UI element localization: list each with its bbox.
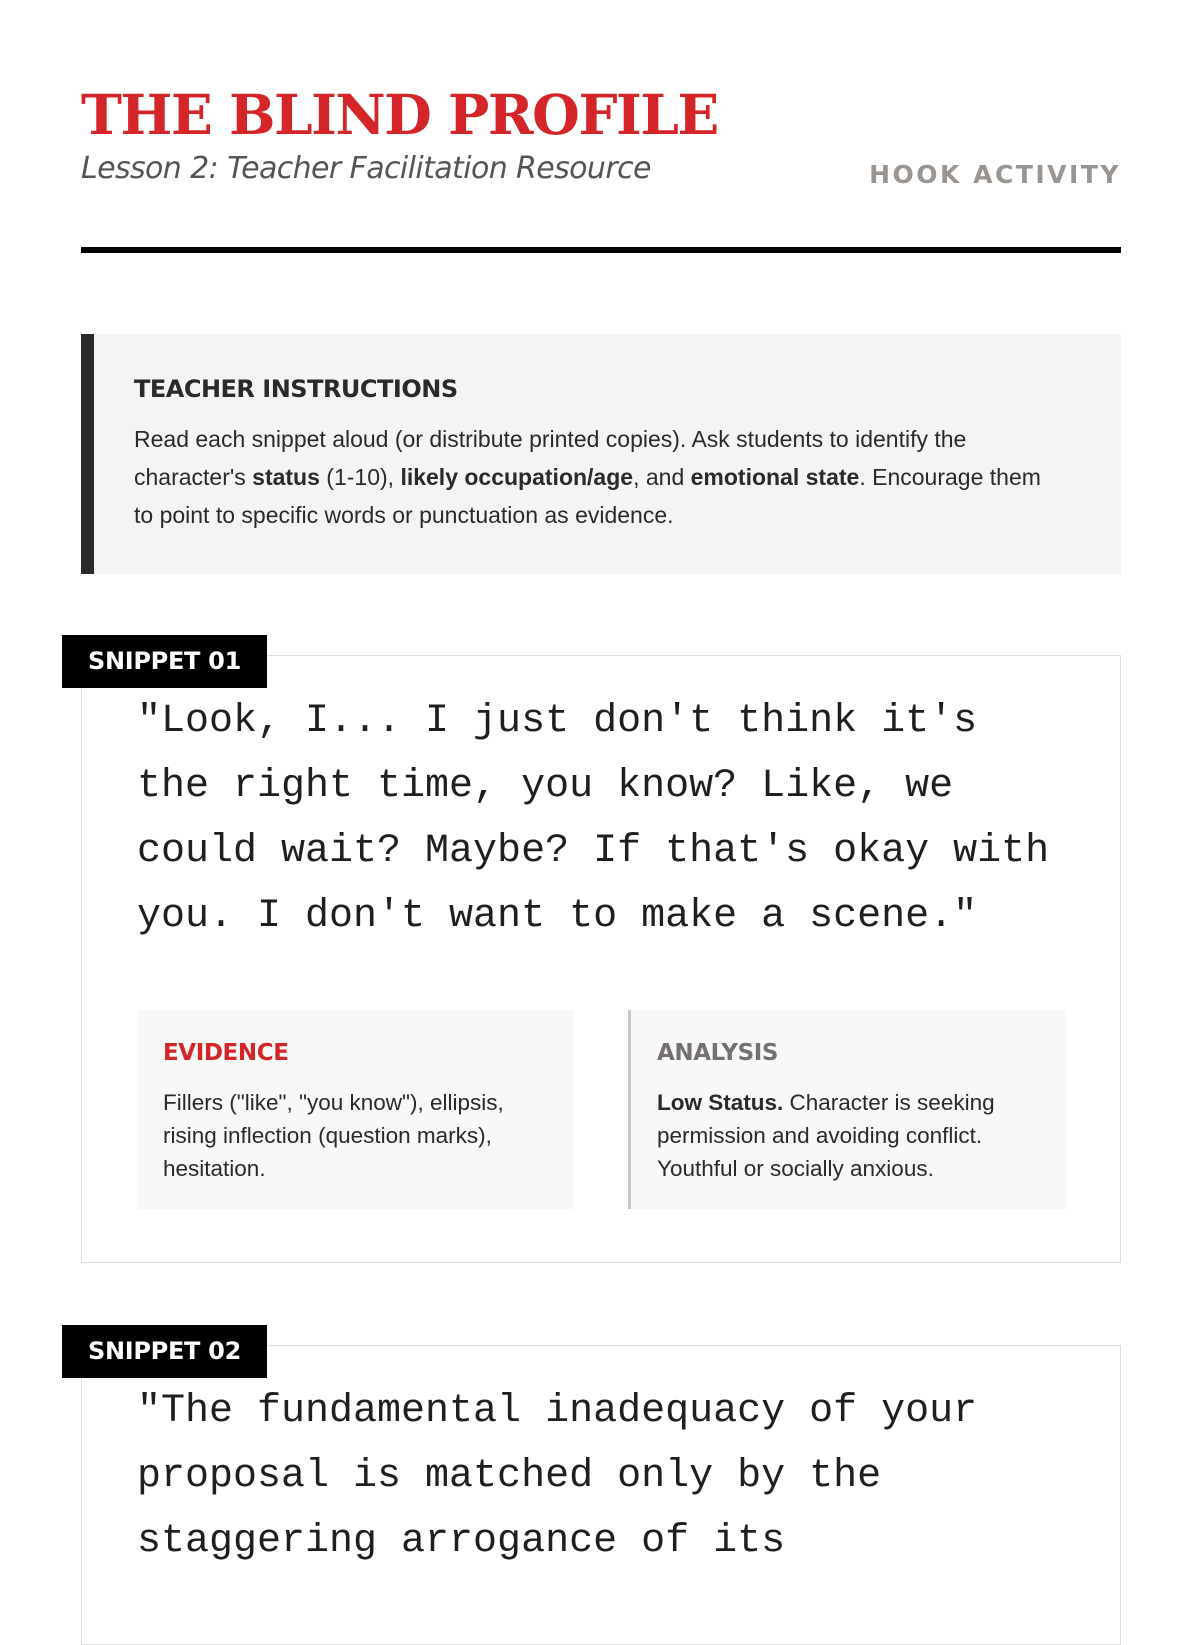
snippet-tag-01: SNIPPET 01 [62,635,267,688]
evidence-title: EVIDENCE [163,1040,289,1066]
snippet-card-02 [81,1345,1121,1645]
instructions-bold-occupation: likely occupation/age [400,464,634,490]
section-label: HOOK ACTIVITY [869,160,1121,189]
instructions-body [134,420,1064,534]
instructions-bold-emotion: emotional state [690,464,860,490]
analysis-detail: Character is seeking permission and avoiding conflict. Youthful or socially anxious. [657,1090,995,1181]
analysis-box [628,1010,1066,1209]
instructions-text: , and [633,464,691,490]
analysis-text [657,1086,1047,1185]
instructions-text: (1-10), [319,464,401,490]
page-title: THE BLIND PROFILE [81,82,718,147]
instructions-text: . Encourage them to point to specific words or punctuation as evidence. [134,464,1041,528]
snippet-quote: "Look, I... I just don't think it's the right time, you know? Like, we could wait? Maybe? If that's okay with you. I don't want to make a scene." [137,699,1050,939]
page-subtitle: Lesson 2: Teacher Facilitation Resource [81,151,651,186]
snippet-card-01 [81,655,1121,1263]
analysis-lead: Low Status. [657,1090,784,1115]
instructions-title: TEACHER INSTRUCTIONS [134,375,458,403]
evidence-box [137,1010,574,1209]
teacher-instructions-panel [81,334,1121,574]
page [81,0,1121,1600]
header-divider [81,247,1121,253]
snippet-tag-02: SNIPPET 02 [62,1325,267,1378]
analysis-title: ANALYSIS [657,1040,779,1066]
header [81,0,1121,256]
instructions-bold-status: status [252,464,320,490]
instructions-text: Read each snippet aloud (or distribute printed copies). Ask students to identify the character's [134,426,967,490]
snippet-quote: "The fundamental inadequacy of your proposal is matched only by the staggering arrogance of its [137,1389,978,1564]
evidence-text: Fillers ("like", "you know"), ellipsis, rising inflection (question marks), hesitation. [163,1090,504,1181]
